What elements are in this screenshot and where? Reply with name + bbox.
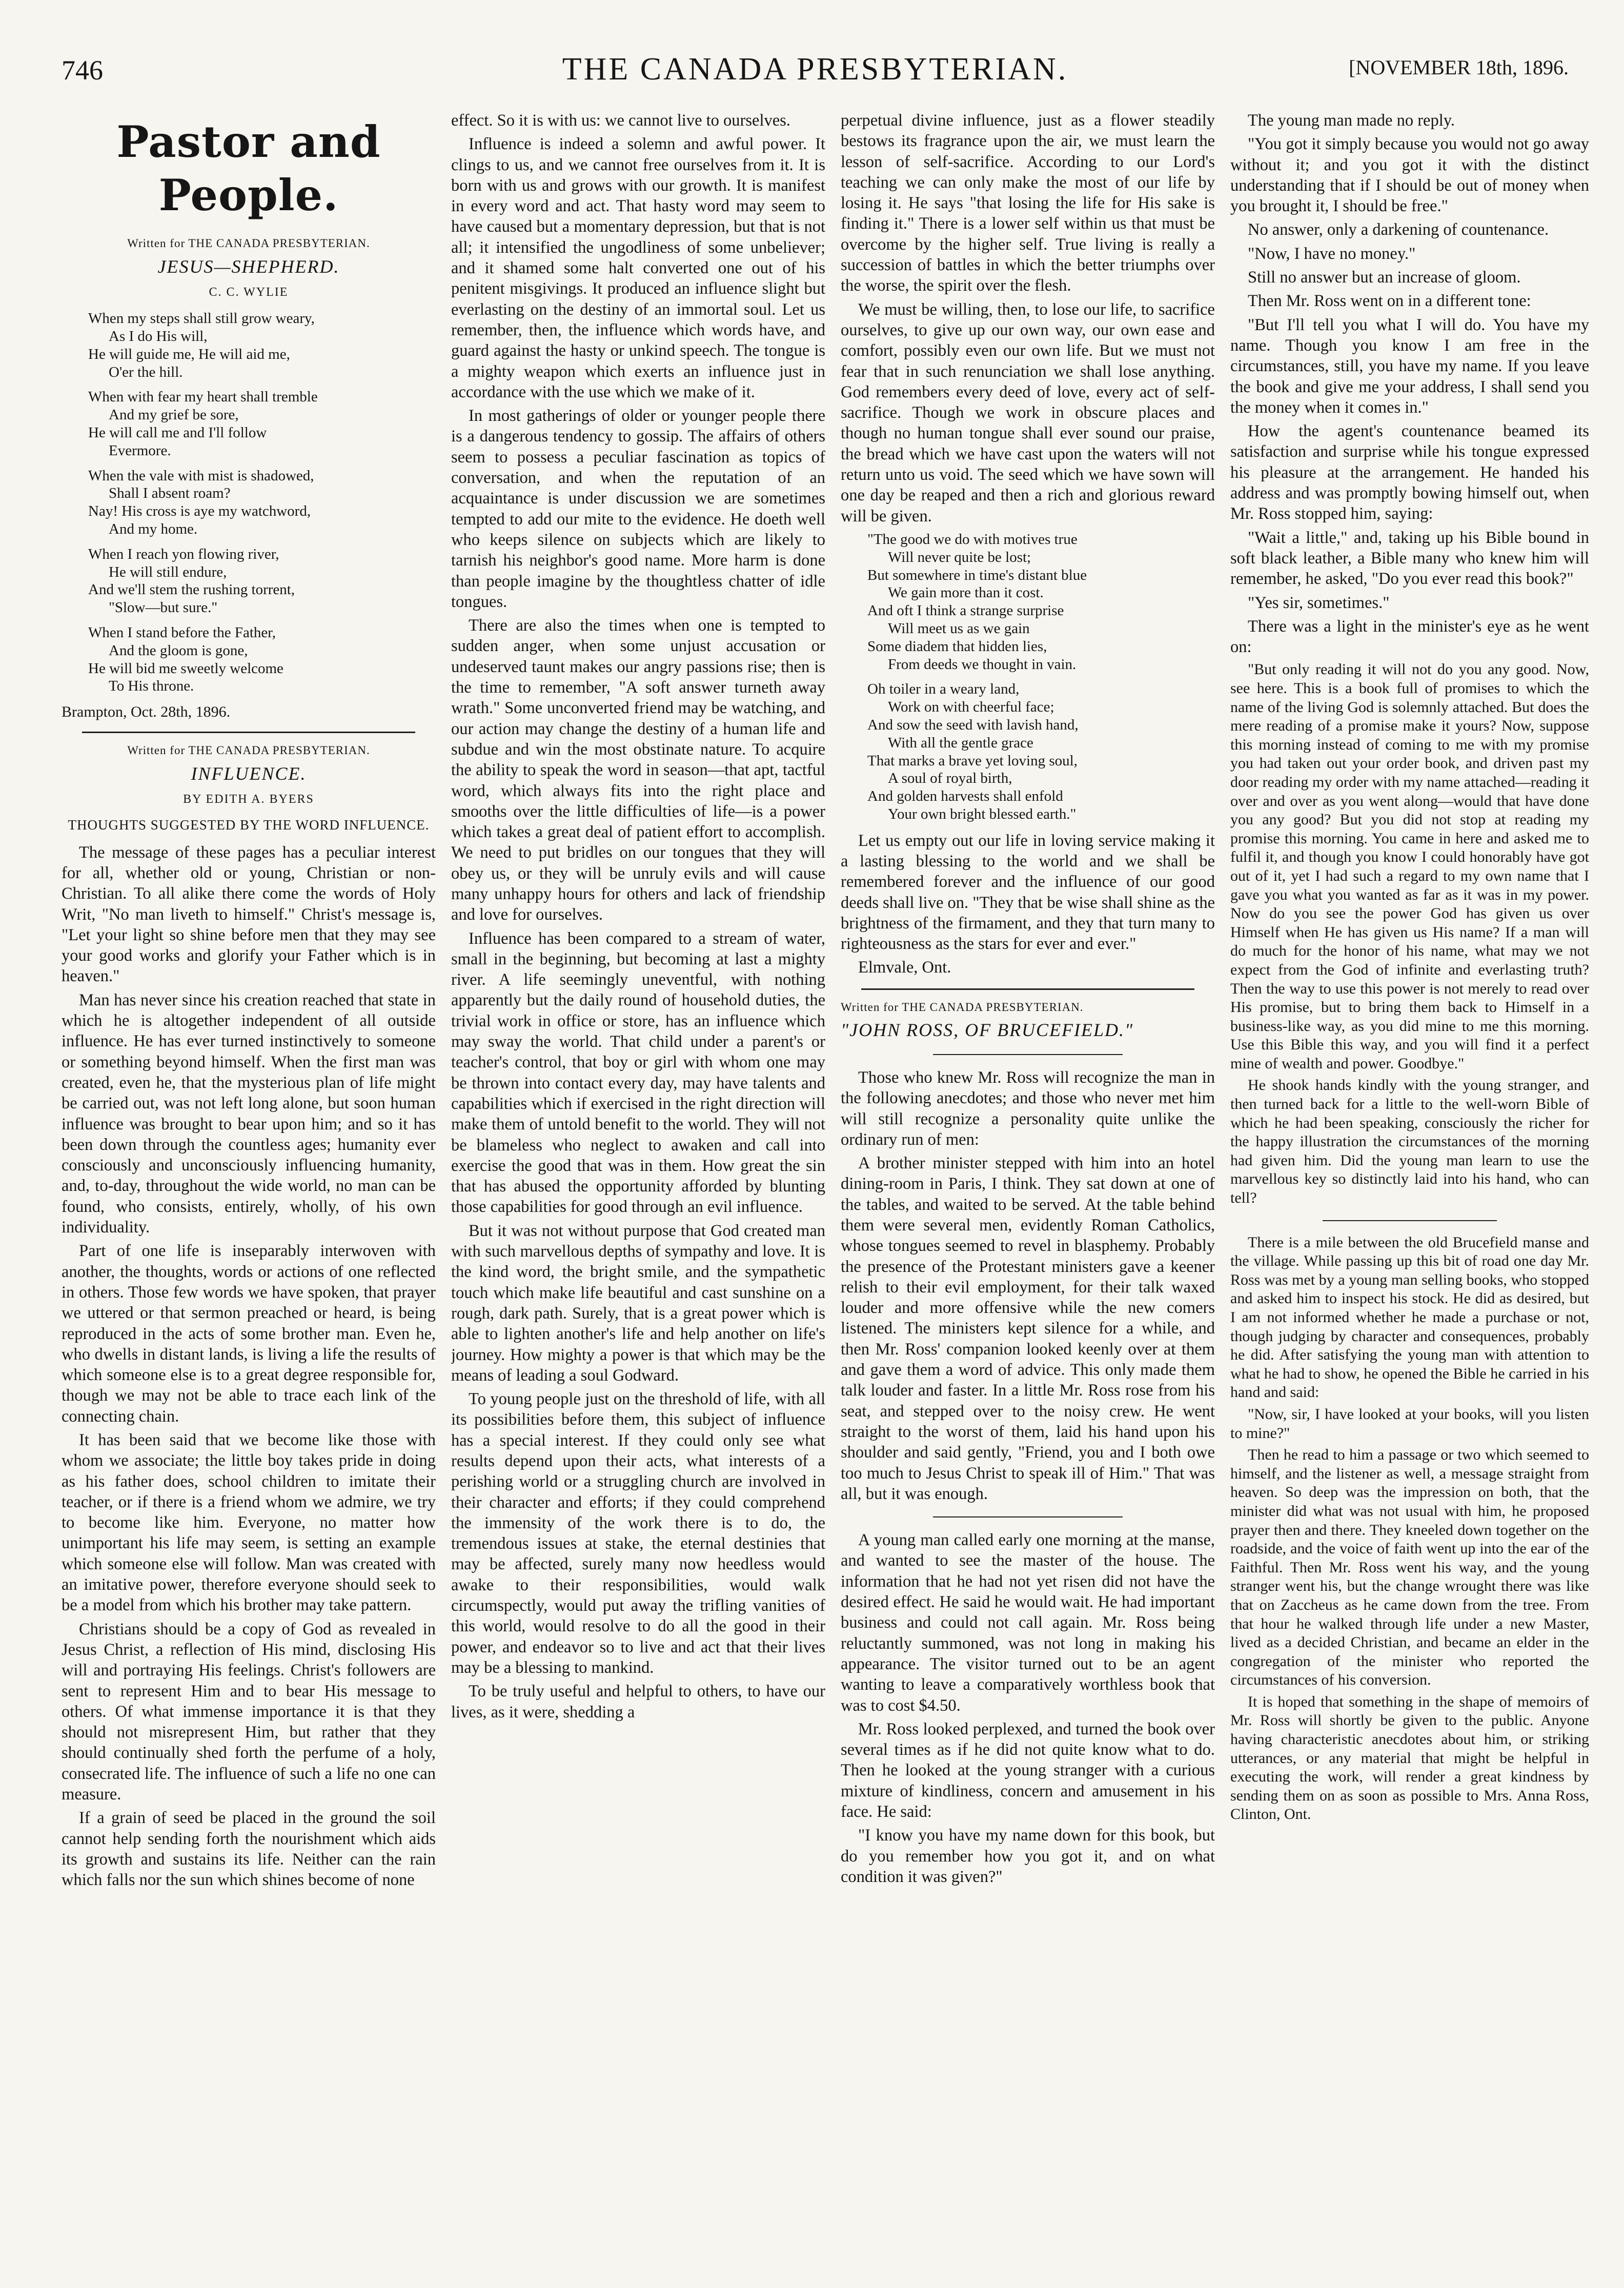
paragraph: He shook hands kindly with the young stranger, and then turned back for a little to the well-worn Bible of which he had been speaking, consciously the richer for the happy illustration the circumstances of the morning had given him. Did the young man learn to use the marvellous key so distinctly laid into his hand, who can tell? <box>1230 1077 1589 1207</box>
paragraph: Still no answer but an increase of gloom. <box>1248 268 1521 287</box>
column-2 <box>451 110 825 2253</box>
paragraph: Those who knew Mr. Ross will recognize the man in the following anecdotes; and those who never met him will still recognize a personality quite unlike the ordinary run of men: <box>841 1068 1215 1149</box>
paragraph: Let us empty out our life in loving service making it a lasting blessing to the world and we shall be remembered forever and the influence of our good deeds shall live on. "They that be wise shall shine as the brightness of the firmament, and they that turn many to righteousness as the stars for ever and ever." <box>841 831 1215 954</box>
poem-line: Will meet us as we gain <box>888 620 1030 637</box>
poem-line: He will still endure, <box>109 563 227 580</box>
paragraph: A brother minister stepped with him into an hotel dining-room in Paris, I think. They sat down at one of the tables, and waited to be served. At the table behind them were several men, evidently Roman Catholics, whose tongues seemed to revel in blasphemy. Probably the presence of the Protestant ministers gave a keener relish to their evil employment, for their talk waxed louder and more offensive while the new comers listened. The ministers kept silence for a while, and then Mr. Ross' companion looked keenly over at them and gave them a word of advice. This only made them talk louder and faster. In a little Mr. Ross rose from his seat, and stepped over to the noisy crew. He went straight to the worst of them, laid his hand upon his shoulder and said gently, "Friend, you and I both owe too much to Jesus Christ to speak ill of Him." That was all, but it was enough. <box>841 1154 1215 1503</box>
poem-line: Some diadem that hidden lies, <box>867 638 1047 655</box>
poem-line: We gain more than it cost. <box>888 584 1044 601</box>
poem-line: As I do His will, <box>109 328 208 345</box>
paragraph: "Yes sir, sometimes." <box>1248 593 1390 612</box>
issue-date: [NOVEMBER 18th, 1896. <box>1349 56 1569 79</box>
page-number: 746 <box>62 55 103 86</box>
poem-line: When I stand before the Father, <box>88 624 276 641</box>
paragraph: In most gatherings of older or younger people there is a dangerous tendency to gossip. The affairs of others seem to possess a peculiar fascination as topics of conversation, and when the reputation of an acquaintance is under discussion we are sometimes tempted to add our mite to the evidence. He doeth well who keeps silence on subjects which are likely to tarnish his neighbor's good name. More harm is done than people imagine by the thoughtless chatter of idle tongues. <box>451 407 825 611</box>
paragraph: There are also the times when one is tempted to sudden anger, when some unjust accusation or undeserved taunt makes our angry passions rise; then is the time to remember, "A soft answer turneth away wrath." Some unconverted friend may be watching, and our action may change the destiny of a human life and subdue and win the most obstinate nature. To acquire the ability to speak the word in season—that apt, tactful word, which always fits into the right place and smooths over the little difficulties of life—is a power which takes a great deal of patient effort to accomplish. We need to put bridles on our tongues that they will obey us, or they will be unruly evils and will cause many unhappy hours for others and lack of friendship and love for ourselves. <box>451 616 825 924</box>
article-credit: Written for THE CANADA PRESBYTERIAN. <box>841 1000 1084 1014</box>
poem-line: He will guide me, He will aid me, <box>88 346 290 362</box>
poem-line: When the vale with mist is shadowed, <box>88 467 314 484</box>
poem-line: When I reach yon flowing river, <box>88 545 279 562</box>
poem-line: And my home. <box>109 520 198 537</box>
paragraph: Influence is indeed a solemn and awful power. It clings to us, and we cannot free ourselves from it. It is born with us and grows with our growth. It is manifest in every word and act. That hasty word may seem to have caused but a momentary depression, but that is not all; it intensified the ungodliness of some unbeliever; and it shamed some halt converted one out of his penitent misgivings. It produced an influence slight but everlasting on the destiny of an immortal soul. Let us remember, then, the influence which words have, and guard against the hasty or unkind speech. The tongue is a mighty weapon which exerts an influence just in accordance with the use which we make of it. <box>451 135 825 401</box>
paragraph: But it was not without purpose that God created man with such marvellous depths of sympathy and love. It is the kind word, the bright smile, and the sympathetic touch which make life beautiful and cast sunshine on a rough, dark path. Surely, that is a great power which is able to lighten another's life and help another on life's journey. How mighty a power is that which may be the means of leading a soul Godward. <box>451 1221 825 1385</box>
poem-line: "Slow—but sure." <box>109 599 218 616</box>
article-author: BY EDITH A. BYERS <box>183 793 314 806</box>
paragraph: "Now, sir, I have looked at your books, will you listen to mine?" <box>1230 1405 1589 1442</box>
paper-title: THE CANADA PRESBYTERIAN. <box>562 52 1068 87</box>
divider <box>861 988 1194 990</box>
poem-line: Will never quite be lost; <box>888 549 1031 565</box>
poem-line: O'er the hill. <box>109 363 183 380</box>
poem-line: Nay! His cross is aye my watchword, <box>88 503 311 520</box>
paragraph: Mr. Ross looked perplexed, and turned the book over several times as if he did not quite know what to do. Then he looked at the young stranger with a curious mixture of kindliness, concern and amusement in his face. He said: <box>841 1719 1215 1821</box>
poem-line: That marks a brave yet loving soul, <box>867 752 1078 769</box>
article-title: INFLUENCE. <box>191 763 307 784</box>
article-credit: Written for THE CANADA PRESBYTERIAN. <box>127 744 370 757</box>
paragraph: To be truly useful and helpful to others, to have our lives, as it were, shedding a <box>451 1682 825 1722</box>
paragraph: If a grain of seed be placed in the ground the soil cannot help sending forth the nourishment which aids its growth and sustains its life. Neither can the rain which falls nor the sun which shines become of none <box>62 1809 436 1890</box>
poem-line: He will call me and I'll follow <box>88 424 267 441</box>
paragraph: There was a light in the minister's eye as he went on: <box>1230 617 1589 657</box>
masthead <box>62 51 1569 92</box>
poem-line: And the gloom is gone, <box>109 642 248 659</box>
poem-title: JESUS—SHEPHERD. <box>157 256 340 277</box>
column-3 <box>841 110 1215 2253</box>
divider <box>1323 1220 1497 1221</box>
poem-line: And we'll stem the rushing torrent, <box>88 581 295 598</box>
paragraph: "Now, I have no money." <box>1248 244 1416 263</box>
paragraph: How the agent's countenance beamed its satisfaction and surprise while his tongue expressed his pleasure at the arrangement. He handed his address and was promptly bowing himself out, when Mr. Ross stopped him, saying: <box>1230 422 1589 523</box>
column-1 <box>62 110 436 2253</box>
poem-line: He will bid me sweetly welcome <box>88 660 283 677</box>
article-subtitle: THOUGHTS SUGGESTED BY THE WORD INFLUENCE. <box>68 817 430 833</box>
poem-line: To His throne. <box>109 678 194 695</box>
paragraph: Part of one life is inseparably interwoven with another, the thoughts, words or actions of one reflected in others. Those few words we have spoken, that prayer we uttered or that sermon preached or heard, is being reproduced in the acts of some brother man. Even he, who dwells in distant lands, is living a life the results of which someone else is to a great degree responsible for, though we may not be able to trace each link of the connecting chain. <box>62 1242 436 1426</box>
poem-credit: Written for THE CANADA PRESBYTERIAN. <box>127 237 370 250</box>
poem-line: And oft I think a strange surprise <box>867 602 1064 619</box>
paragraph: There is a mile between the old Brucefield manse and the village. While passing up this bit of road one day Mr. Ross was met by a young man selling books, who stopped and asked him to inspect his stock. He did as desired, but I am not informed whether he made a purchase or not, though judging by character and consequences, probably he did. After satisfying the young man with attention to what he had to show, he opened the Bible he carried in his hand and said: <box>1230 1233 1589 1401</box>
poem-line: Your own bright blessed earth." <box>888 805 1077 822</box>
poem-line: And sow the seed with lavish hand, <box>867 716 1079 733</box>
paragraph: Influence has been compared to a stream of water, small in the beginning, but becoming at last a mighty river. A life seemingly uneventful, with nothing apparently but the daily round of household duties, the trivial work in office or store, has an influence which may sway the world. That child under a parent's or teacher's control, that boy or girl with whom one may be thrown into contact every day, may have talents and capabilities which if exercised in the right direction will make them of untold benefit to the world. They will not be blameless who neglect to awaken and call into exercise the good that was in them. How great the sin that has abused the opportunity afforded by blunting those capabilities for good through an evil influence. <box>451 929 825 1217</box>
paragraph: It has been said that we become like those with whom we associate; the little boy takes pride in doing as his father does, school children to imitate their teacher, or if there is a friend whom we admire, we try to become like him. Everyone, no matter how unimportant his life may seem, is setting an example which someone else will follow. Man was created with an imitative power, therefore everyone should seek to be a model from which his brother may take pattern. <box>62 1431 436 1615</box>
poem-line: Oh toiler in a weary land, <box>867 681 1020 698</box>
poem-line: Shall I absent roam? <box>109 485 231 502</box>
divider <box>933 1516 1123 1517</box>
paragraph: "But I'll tell you what I will do. You have my name. Though you know I am free in the circumstances, still, you have my name. If you leave the book and give me your address, I shall send you the money when it comes in." <box>1230 315 1589 417</box>
paragraph: Then Mr. Ross went on in a different tone: <box>1248 292 1531 311</box>
paragraph: The young man made no reply. <box>1248 111 1455 130</box>
poem-line: When my steps shall still grow weary, <box>88 310 315 327</box>
poem-line: And golden harvests shall enfold <box>867 788 1063 805</box>
poem-line: From deeds we thought in vain. <box>888 656 1077 673</box>
poem-place-date: Brampton, Oct. 28th, 1896. <box>62 703 231 721</box>
poem-line: Evermore. <box>109 442 171 459</box>
paragraph: Christians should be a copy of God as revealed in Jesus Christ, a reflection of His mind, disclosing His will and portraying His feelings. Christ's followers are sent to represent Him and to bear His message to others. Of what immense importance it is that they should not misrepresent Him, but rather that they should continually shed forth the perfume of a holy, consecrated life. The influence of such a life no one can measure. <box>62 1619 436 1804</box>
paragraph: "But only reading it will not do you any good. Now, see here. This is a book full of promises to which the name of the living God is solemnly attached. But does the mere reading of a promise make it yours? Now, suppose this morning instead of coming to me with my promise you had taken out your order book, and driven past my door reading my order with my name attached—reading it over and over as you went along—would that have done you any good? But you did not stop at reading my promise this morning. You came in here and asked me to fulfil it, and though you know I could honorably have got out of it, yet I had such a regard to my own name that I gave you what you wanted as far as it was in my power. Now do you see the power God has given us over Himself when He has given us His name? If a man will do much for the honor of his name, what may we not expect from the God of infinite and everlasting truth? Then the way to use this power is not merely to read over His promise, but to bring them back to Himself in a business-like way, as you did mine to me this morning. Use this Bible this way, and you will find it a perfect mine of wealth and power. Goodbye." <box>1230 661 1589 1072</box>
paragraph: perpetual divine influence, just as a flower steadily bestows its fragrance upon the air, we must learn the lesson of self-sacrifice. According to our Lord's teaching we can only make the most of our life by losing it. He says "that losing the life for His sake is finding it." There is a lower self within us that must be overcome by the higher self. True living is really a succession of battles in which the better triumphs over the worse, the spirit over the flesh. <box>841 111 1215 295</box>
section-title: Pastor and People. <box>116 116 381 221</box>
paragraph: "Wait a little," and, taking up his Bible bound in soft black leather, a Bible many who knew him will remember, he asked, "Do you ever read this book?" <box>1230 528 1589 589</box>
paragraph: No answer, only a darkening of countenance. <box>1248 220 1549 239</box>
paragraph: "You got it simply because you would not go away without it; and you got it with the distinct understanding that if I should be out of money when you brought it, I should be free." <box>1230 135 1589 216</box>
paragraph: Then he read to him a passage or two which seemed to himself, and the listener as well, a message straight from heaven. So deep was the impression on both, that the minister did what was not usual with him, he proposed prayer then and there. They kneeled down together on the roadside, and the voice of faith went up into the ear of the Faithful. Then Mr. Ross went his way, and the young stranger went his, but the change wrought there was like that on Zaccheus as he came down from the tree. From that hour he walked through life under a new Master, lived as a decided Christian, and became an elder in the congregation of the minister who reported the circumstances of his conversion. <box>1230 1446 1589 1689</box>
poem-line: When with fear my heart shall tremble <box>88 389 318 406</box>
poem-author: C. C. WYLIE <box>209 286 289 299</box>
paragraph: Man has never since his creation reached that state in which he is altogether independent of all outside influence. He has ever turned instinctively to someone or something beyond himself. When the first man was created, even he, that the mysterious plan of life might be carried out, was not left long alone, but soon human influence was brought to bear upon him; and so it has been down through the countless ages; humanity ever consciously and unconsciously influencing humanity, and, to-day, throughout the wide world, no man can be found, who consists, entirely, wholly, of his own individuality. <box>62 990 436 1237</box>
poem-line: But somewhere in time's distant blue <box>867 566 1087 583</box>
paragraph: It is hoped that something in the shape of memoirs of Mr. Ross will shortly be given to the public. Anyone having characteristic anecdotes about him, or striking utterances, or any material that might be helpful in executing the work, will render a great kindness by sending them on as soon as possible to Mrs. Anna Ross, Clinton, Ont. <box>1230 1693 1589 1823</box>
paragraph: To young people just on the threshold of life, with all its possibilities before them, this subject of influence has a special interest. If they could only see what results depend upon their acts, what interests of a perishing world or a struggling church are involved in their character and efforts; if they could comprehend the immensity of the work there is to do, the tremendous issues at stake, the eternal destinies that may be affected, surely many now heedless would awake to their responsibilities, would walk circumspectly, would put away the trifling vanities of this world, would resolve to do all the good in their power, and endeavor so to live and act that their lives may be a blessing to mankind. <box>451 1390 825 1677</box>
column-4 <box>1230 110 1589 2253</box>
article-place: Elmvale, Ont. <box>858 958 951 977</box>
paragraph: effect. So it is with us: we cannot live to ourselves. <box>451 111 790 130</box>
poem-line: Work on with cheerful face; <box>888 699 1054 716</box>
paragraph: A young man called early one morning at the manse, and wanted to see the master of the house. The information that he had not yet risen did not have the desired effect. He said he would wait. He had important business and could not call again. Mr. Ross being reluctantly summoned, was not long in making his appearance. The visitor turned out to be an agent wanting to leave a comparatively worthless book that was to cost $4.50. <box>841 1531 1215 1715</box>
poem-jesus-shepherd <box>88 310 436 695</box>
poem-line: "The good we do with motives true <box>867 531 1078 548</box>
divider <box>82 732 415 733</box>
paragraph: The message of these pages has a peculiar interest for all, whether old or young, Christian or non-Christian. To all alike there come the words of Holy Writ, "No man liveth to himself." Christ's message is, "Let your light so shine before men that they may see your good works and glorify your Father which is in heaven." <box>62 843 436 986</box>
divider <box>933 1054 1123 1055</box>
poem-line: With all the gentle grace <box>888 734 1033 751</box>
paragraph: "I know you have my name down for this book, but do you remember how you got it, and on what condition it was given?" <box>841 1826 1215 1886</box>
poem-good-we-do <box>867 531 1215 823</box>
poem-line: A soul of royal birth, <box>888 770 1012 787</box>
poem-line: And my grief be sore, <box>109 407 239 423</box>
paragraph: We must be willing, then, to lose our life, to sacrifice ourselves, to give up our own way, our own ease and comfort, possibly even our own life. But we must not fear that in such renunciation we shall lose anything. God remembers every deed of love, every act of self-sacrifice. Though we work in obscure places and though no human tongue shall ever sound our praise, the bread which we have cast upon the waters will not return unto us void. The seed which we have sown will one day be reaped and then a rich and glorious reward will be given. <box>841 300 1215 525</box>
article-title: "JOHN ROSS, OF BRUCEFIELD." <box>841 1020 1134 1041</box>
